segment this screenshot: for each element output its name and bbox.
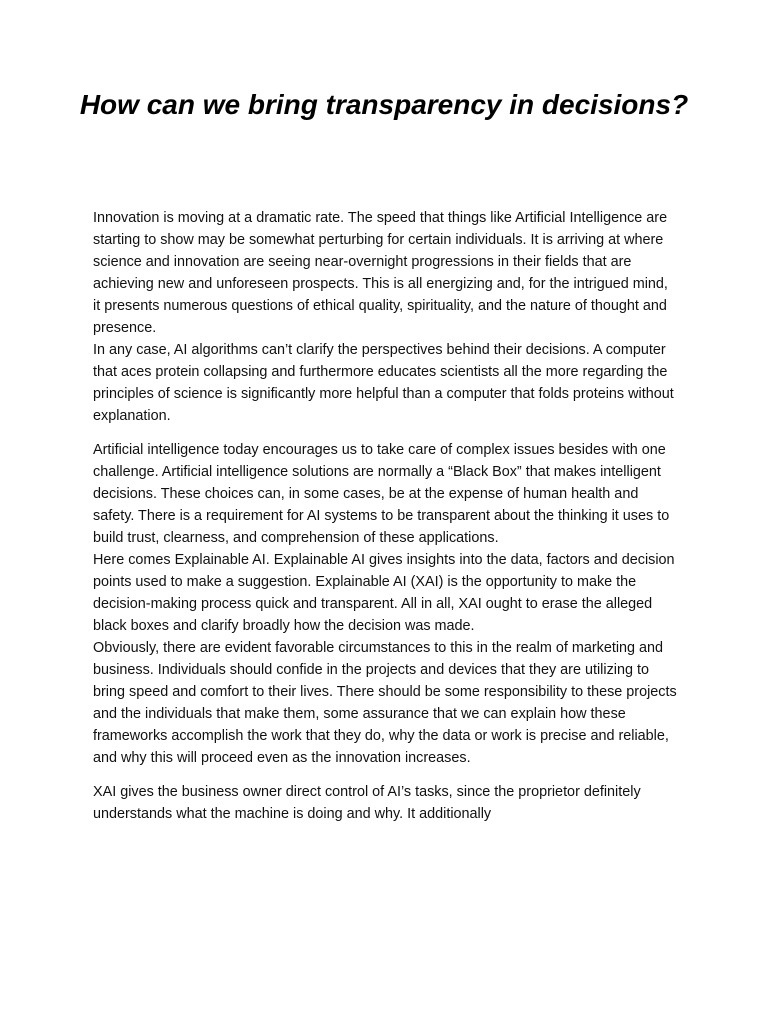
paragraph-4: Here comes Explainable AI. Explainable AI gives insights into the data, factors and decision points used to make a suggestion. Explainable AI (XAI) is the opportunity to make the decision-making process quick and transparent. All in all, XAI ought to erase the alleged black boxes and clarify broadly how the decision was made. bbox=[93, 552, 675, 634]
paragraph-6: XAI gives the business owner direct control of AI’s tasks, since the proprietor definitely understands what the machine is doing and why. It additionally bbox=[93, 784, 641, 822]
paragraph-3: Artificial intelligence today encourages us to take care of complex issues besides with one challenge. Artificial intelligence solutions are normally a “Black Box” that makes intelligent decisions. These choices can, in some cases, be at the expense of human health and safety. There is a requirement for AI systems to be transparent about the thinking it uses to build trust, clearness, and comprehension of these applications. bbox=[93, 442, 670, 546]
paragraph-1: Innovation is moving at a dramatic rate. The speed that things like Artificial Intelligence are starting to show may be somewhat perturbing for certain individuals. It is arriving at where science and innovation are seeing near-overnight progressions in their fields that are achieving new and unforeseen prospects. This is all energizing and, for the intrigued mind, it presents numerous questions of ethical quality, spirituality, and the nature of thought and presence. bbox=[93, 210, 668, 336]
page-title: How can we bring transparency in decisions? bbox=[79, 89, 689, 120]
paragraph-2: In any case, AI algorithms can’t clarify the perspectives behind their decisions. A computer that aces protein collapsing and furthermore educates scientists all the more regarding the principles of science is significantly more helpful than a computer that folds proteins without explanation. bbox=[93, 342, 674, 424]
paragraph-5: Obviously, there are evident favorable circumstances to this in the realm of marketing and business. Individuals should confide in the projects and devices that they are utilizing to bring speed and comfort to their lives. There should be some responsibility to these projects and the individuals that make them, some assurance that we can explain how these frameworks accomplish the work that they do, why the data or work is precise and reliable, and why this will proceed even as the innovation increases. bbox=[93, 640, 677, 766]
document-body bbox=[93, 207, 677, 825]
